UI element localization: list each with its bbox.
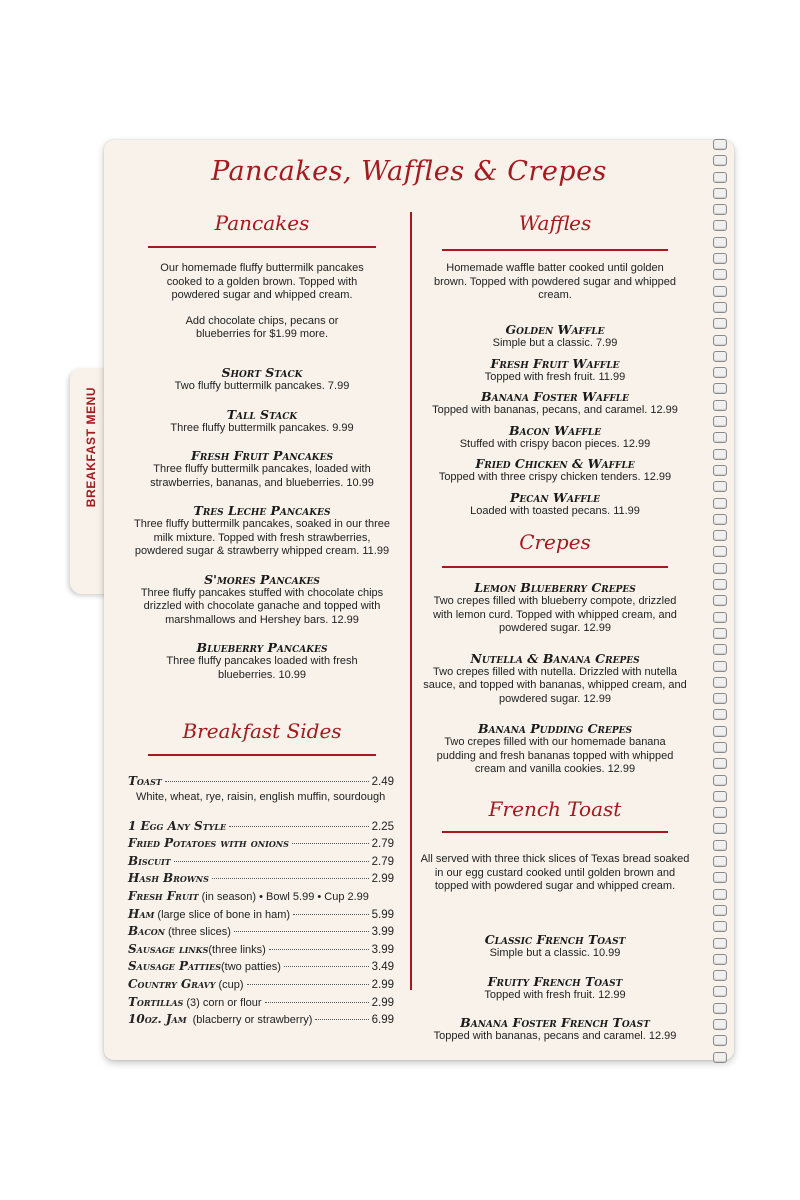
binding-ring <box>713 661 727 672</box>
item-name: Bacon Waffle <box>508 422 602 438</box>
binding-ring <box>713 742 727 753</box>
binding-ring <box>713 514 727 525</box>
item-name: Banana Foster French Toast <box>460 1015 650 1030</box>
item-desc: Three fluffy buttermilk pancakes. 9.99 <box>170 421 354 434</box>
binding-ring <box>713 840 727 851</box>
side-row <box>128 924 394 942</box>
side-note: (cup) <box>218 978 244 991</box>
binding-ring <box>713 791 727 802</box>
waffles-section <box>426 262 684 303</box>
binding-ring <box>713 628 727 639</box>
binding-ring <box>713 954 727 965</box>
binding-ring <box>713 921 727 932</box>
binding-ring <box>713 986 727 997</box>
side-row <box>128 907 394 925</box>
item-name: Nutella & Banana Crepes <box>470 650 640 666</box>
main-title: Pancakes, Waffles & Crepes <box>211 156 607 187</box>
binding-ring <box>713 302 727 313</box>
binding-ring <box>713 155 727 166</box>
spiral-binding <box>713 139 727 1068</box>
binding-ring <box>713 709 727 720</box>
item-desc: Topped with bananas, pecans, and caramel. 12.99 <box>432 404 678 416</box>
item-name: Golden Waffle <box>505 322 605 337</box>
binding-ring <box>713 546 727 557</box>
binding-ring <box>713 612 727 623</box>
menu-item <box>420 357 690 385</box>
side-price: 6.99 <box>371 1014 394 1027</box>
menu-item <box>130 408 394 436</box>
menu-item <box>420 975 690 1003</box>
crepes-rule <box>442 566 668 568</box>
leader-dots <box>315 1019 368 1020</box>
waffles-intro: Homemade waffle batter cooked until golden brown. Topped with powdered sugar and whipped cream. <box>434 262 676 301</box>
menu-item <box>420 722 690 777</box>
side-row <box>128 774 394 792</box>
side-row <box>128 977 394 995</box>
side-row <box>128 854 394 872</box>
item-name: Fruity French Toast <box>487 973 623 989</box>
item-desc: Topped with three crispy chicken tenders. 12.99 <box>438 471 672 483</box>
item-desc: Loaded with toasted pecans. 11.99 <box>470 504 640 517</box>
leader-dots <box>174 861 369 862</box>
column-divider <box>410 212 412 990</box>
item-name: Banana Foster Waffle <box>481 389 629 404</box>
item-desc: Simple but a classic. 10.99 <box>489 947 621 959</box>
binding-ring <box>713 807 727 818</box>
binding-ring <box>713 204 727 215</box>
leader-dots <box>229 826 369 827</box>
pancakes-intro: Our homemade fluffy buttermilk pancakes cooked to a golden brown. Topped with powdered sugar and whipped cream. <box>160 262 364 301</box>
menu-item <box>130 641 394 682</box>
item-name: Short Stack <box>221 365 303 380</box>
binding-ring <box>713 237 727 248</box>
tab-label: BREAKFAST MENU <box>84 386 98 508</box>
leader-dots <box>269 949 369 950</box>
item-desc: Two crepes filled with blueberry compote, drizzled with lemon curd. Topped with whipped cream, and powdered sugar. 12.99 <box>433 595 677 634</box>
item-name: S'mores Pancakes <box>204 571 320 587</box>
binding-ring <box>713 563 727 574</box>
side-price: 2.49 <box>371 776 394 788</box>
french-toast-title: French Toast <box>488 797 622 821</box>
binding-ring <box>713 188 727 199</box>
binding-ring <box>713 383 727 394</box>
item-name: Tres Leche Pancakes <box>193 503 331 518</box>
side-name: Toast <box>128 774 162 788</box>
menu-item <box>130 449 394 490</box>
binding-ring <box>713 220 727 231</box>
side-price: 3.49 <box>371 961 394 974</box>
binding-ring <box>713 579 727 590</box>
item-desc: Three fluffy buttermilk pancakes, loaded with strawberries, bananas, and blueberries. 10.99 <box>150 463 374 489</box>
side-name: Sausage Patties <box>128 959 221 974</box>
side-note: (two patties) <box>220 961 281 974</box>
menu-item <box>420 457 690 485</box>
crepes-title: Crepes <box>519 530 591 554</box>
binding-ring <box>713 1019 727 1030</box>
side-price: 2.79 <box>371 838 394 851</box>
binding-ring <box>713 856 727 867</box>
binding-ring <box>713 693 727 704</box>
side-note: (three links) <box>208 943 266 956</box>
waffles-rule <box>442 249 668 251</box>
item-name: Classic French Toast <box>484 932 626 947</box>
item-name: Fresh Fruit Waffle <box>490 355 620 371</box>
side-price: 2.25 <box>371 820 394 833</box>
item-desc: Two fluffy buttermilk pancakes. 7.99 <box>174 380 350 392</box>
side-row <box>128 959 394 977</box>
french-toast-items <box>420 933 690 1052</box>
side-name: Biscuit <box>128 853 171 868</box>
pancakes-section <box>134 262 390 342</box>
side-name: Country Gravy <box>128 976 216 991</box>
binding-ring <box>713 400 727 411</box>
menu-item <box>130 573 394 628</box>
binding-ring <box>713 432 727 443</box>
binding-ring <box>713 172 727 183</box>
binding-ring <box>713 1003 727 1014</box>
binding-ring <box>713 530 727 541</box>
waffles-items <box>420 323 690 526</box>
pancakes-rule <box>148 246 376 248</box>
side-row <box>128 1012 394 1030</box>
menu-item <box>420 1016 690 1044</box>
side-row <box>128 995 394 1013</box>
binding-ring <box>713 286 727 297</box>
binding-ring <box>713 351 727 362</box>
side-name: Sausage links <box>128 941 209 956</box>
menu-item <box>130 504 394 559</box>
side-name: Fried Potatoes with onions <box>128 836 289 851</box>
item-desc: Two crepes filled with nutella. Drizzled with nutella sauce, and topped with bananas, whipped cream, and powdered sugar. 12.99 <box>423 665 687 705</box>
item-name: Blueberry Pancakes <box>196 640 328 655</box>
item-name: Fresh Fruit Pancakes <box>191 448 333 463</box>
binding-ring <box>713 481 727 492</box>
menu-item <box>420 933 690 961</box>
binding-ring <box>713 269 727 280</box>
french-toast-section <box>420 853 690 894</box>
binding-ring <box>713 677 727 688</box>
item-desc: Three fluffy buttermilk pancakes, soaked in our three milk mixture. Topped with fresh strawberries, powdered sugar & strawberry whipped cream. 11.99 <box>134 518 390 557</box>
leader-dots <box>247 984 369 985</box>
side-name: 10oz. Jam <box>128 1012 187 1027</box>
binding-ring <box>713 449 727 460</box>
menu-item <box>420 390 690 418</box>
binding-ring <box>713 465 727 476</box>
french-toast-rule <box>442 831 668 833</box>
side-row <box>128 836 394 854</box>
side-sub: White, wheat, rye, raisin, english muffin, sourdough <box>136 790 386 803</box>
binding-ring <box>713 823 727 834</box>
sides-rule <box>148 754 376 756</box>
item-desc: Topped with fresh fruit. 11.99 <box>484 370 626 383</box>
side-note: (large slice of bone in ham) <box>157 908 291 921</box>
binding-ring <box>713 644 727 655</box>
binding-ring <box>713 1035 727 1046</box>
binding-ring <box>713 253 727 264</box>
item-desc: Stuffed with crispy bacon pieces. 12.99 <box>459 437 651 450</box>
side-note: (blacberry or strawberry) <box>192 1014 313 1027</box>
french-toast-intro: All served with three thick slices of Texas bread soaked in our egg custard cooked until golden brown and topped with powdered sugar and whipped cream. <box>420 853 690 892</box>
side-price: 3.99 <box>371 926 394 939</box>
item-desc: Simple but a classic. 7.99 <box>492 337 618 349</box>
crepes-items <box>420 581 690 785</box>
side-row <box>128 889 394 907</box>
side-note: (in season) • Bowl 5.99 • Cup 2.99 <box>201 890 369 903</box>
item-desc: Two crepes filled with our homemade banana pudding and fresh bananas topped with whipped cream and vanilla cookies. 12.99 <box>436 736 674 775</box>
item-desc: Topped with fresh fruit. 12.99 <box>484 988 626 1001</box>
leader-dots <box>234 931 369 932</box>
menu-item <box>420 424 690 452</box>
side-name: Fresh Fruit <box>128 888 199 903</box>
item-name: Banana Pudding Crepes <box>477 721 633 736</box>
leader-dots <box>292 843 369 844</box>
side-name: Ham <box>128 906 155 921</box>
binding-ring <box>713 595 727 606</box>
item-desc: Three fluffy pancakes stuffed with chocolate chips drizzled with chocolate ganache and topped with marshmallows and Hershey bars. 12.99 <box>140 586 384 626</box>
side-price: 2.99 <box>371 873 394 886</box>
binding-ring <box>713 726 727 737</box>
binding-ring <box>713 335 727 346</box>
item-name: Tall Stack <box>226 406 298 422</box>
menu-item <box>420 323 690 351</box>
menu-item <box>420 581 690 636</box>
side-name: Tortillas <box>128 994 184 1009</box>
item-name: Fried Chicken & Waffle <box>475 456 635 471</box>
side-note: (three slices) <box>168 926 231 939</box>
leader-dots <box>212 878 369 879</box>
side-note: (3) corn or flour <box>186 996 262 1009</box>
side-name: Bacon <box>128 924 165 939</box>
sides-title: Breakfast Sides <box>182 719 342 743</box>
side-price: 2.99 <box>371 978 394 991</box>
pancakes-addon: Add chocolate chips, pecans or blueberries for $1.99 more. <box>185 314 339 340</box>
leader-dots <box>165 781 369 782</box>
binding-ring <box>713 938 727 949</box>
binding-ring <box>713 758 727 769</box>
sides-list <box>128 774 394 1030</box>
menu-item <box>420 652 690 707</box>
binding-ring <box>713 318 727 329</box>
side-price: 5.99 <box>371 908 394 921</box>
menu-item <box>130 366 394 394</box>
item-desc: Topped with bananas, pecans and caramel. 12.99 <box>433 1030 677 1042</box>
binding-ring <box>713 367 727 378</box>
binding-ring <box>713 1052 727 1063</box>
binding-ring <box>713 970 727 981</box>
pancakes-items <box>130 366 394 690</box>
leader-dots <box>293 914 369 915</box>
binding-ring <box>713 498 727 509</box>
side-price: 3.99 <box>371 943 394 956</box>
side-price: 2.79 <box>371 855 394 868</box>
binding-ring <box>713 889 727 900</box>
leader-dots <box>265 1002 369 1003</box>
item-desc: Three fluffy pancakes loaded with fresh blueberries. 10.99 <box>166 655 358 681</box>
side-row <box>128 942 394 960</box>
side-row <box>128 871 394 889</box>
binding-ring <box>713 872 727 883</box>
binding-ring <box>713 775 727 786</box>
menu-item <box>420 491 690 519</box>
binding-ring <box>713 416 727 427</box>
binding-ring <box>713 905 727 916</box>
side-row <box>128 819 394 837</box>
item-name: Pecan Waffle <box>510 489 600 505</box>
waffles-title: Waffles <box>518 211 592 235</box>
side-name: Hash Browns <box>128 871 209 886</box>
pancakes-title: Pancakes <box>214 211 310 235</box>
side-name: 1 Egg Any Style <box>128 818 227 833</box>
side-price: 2.99 <box>371 996 394 1009</box>
item-name: Lemon Blueberry Crepes <box>474 580 636 595</box>
binding-ring <box>713 139 727 150</box>
leader-dots <box>284 966 369 967</box>
